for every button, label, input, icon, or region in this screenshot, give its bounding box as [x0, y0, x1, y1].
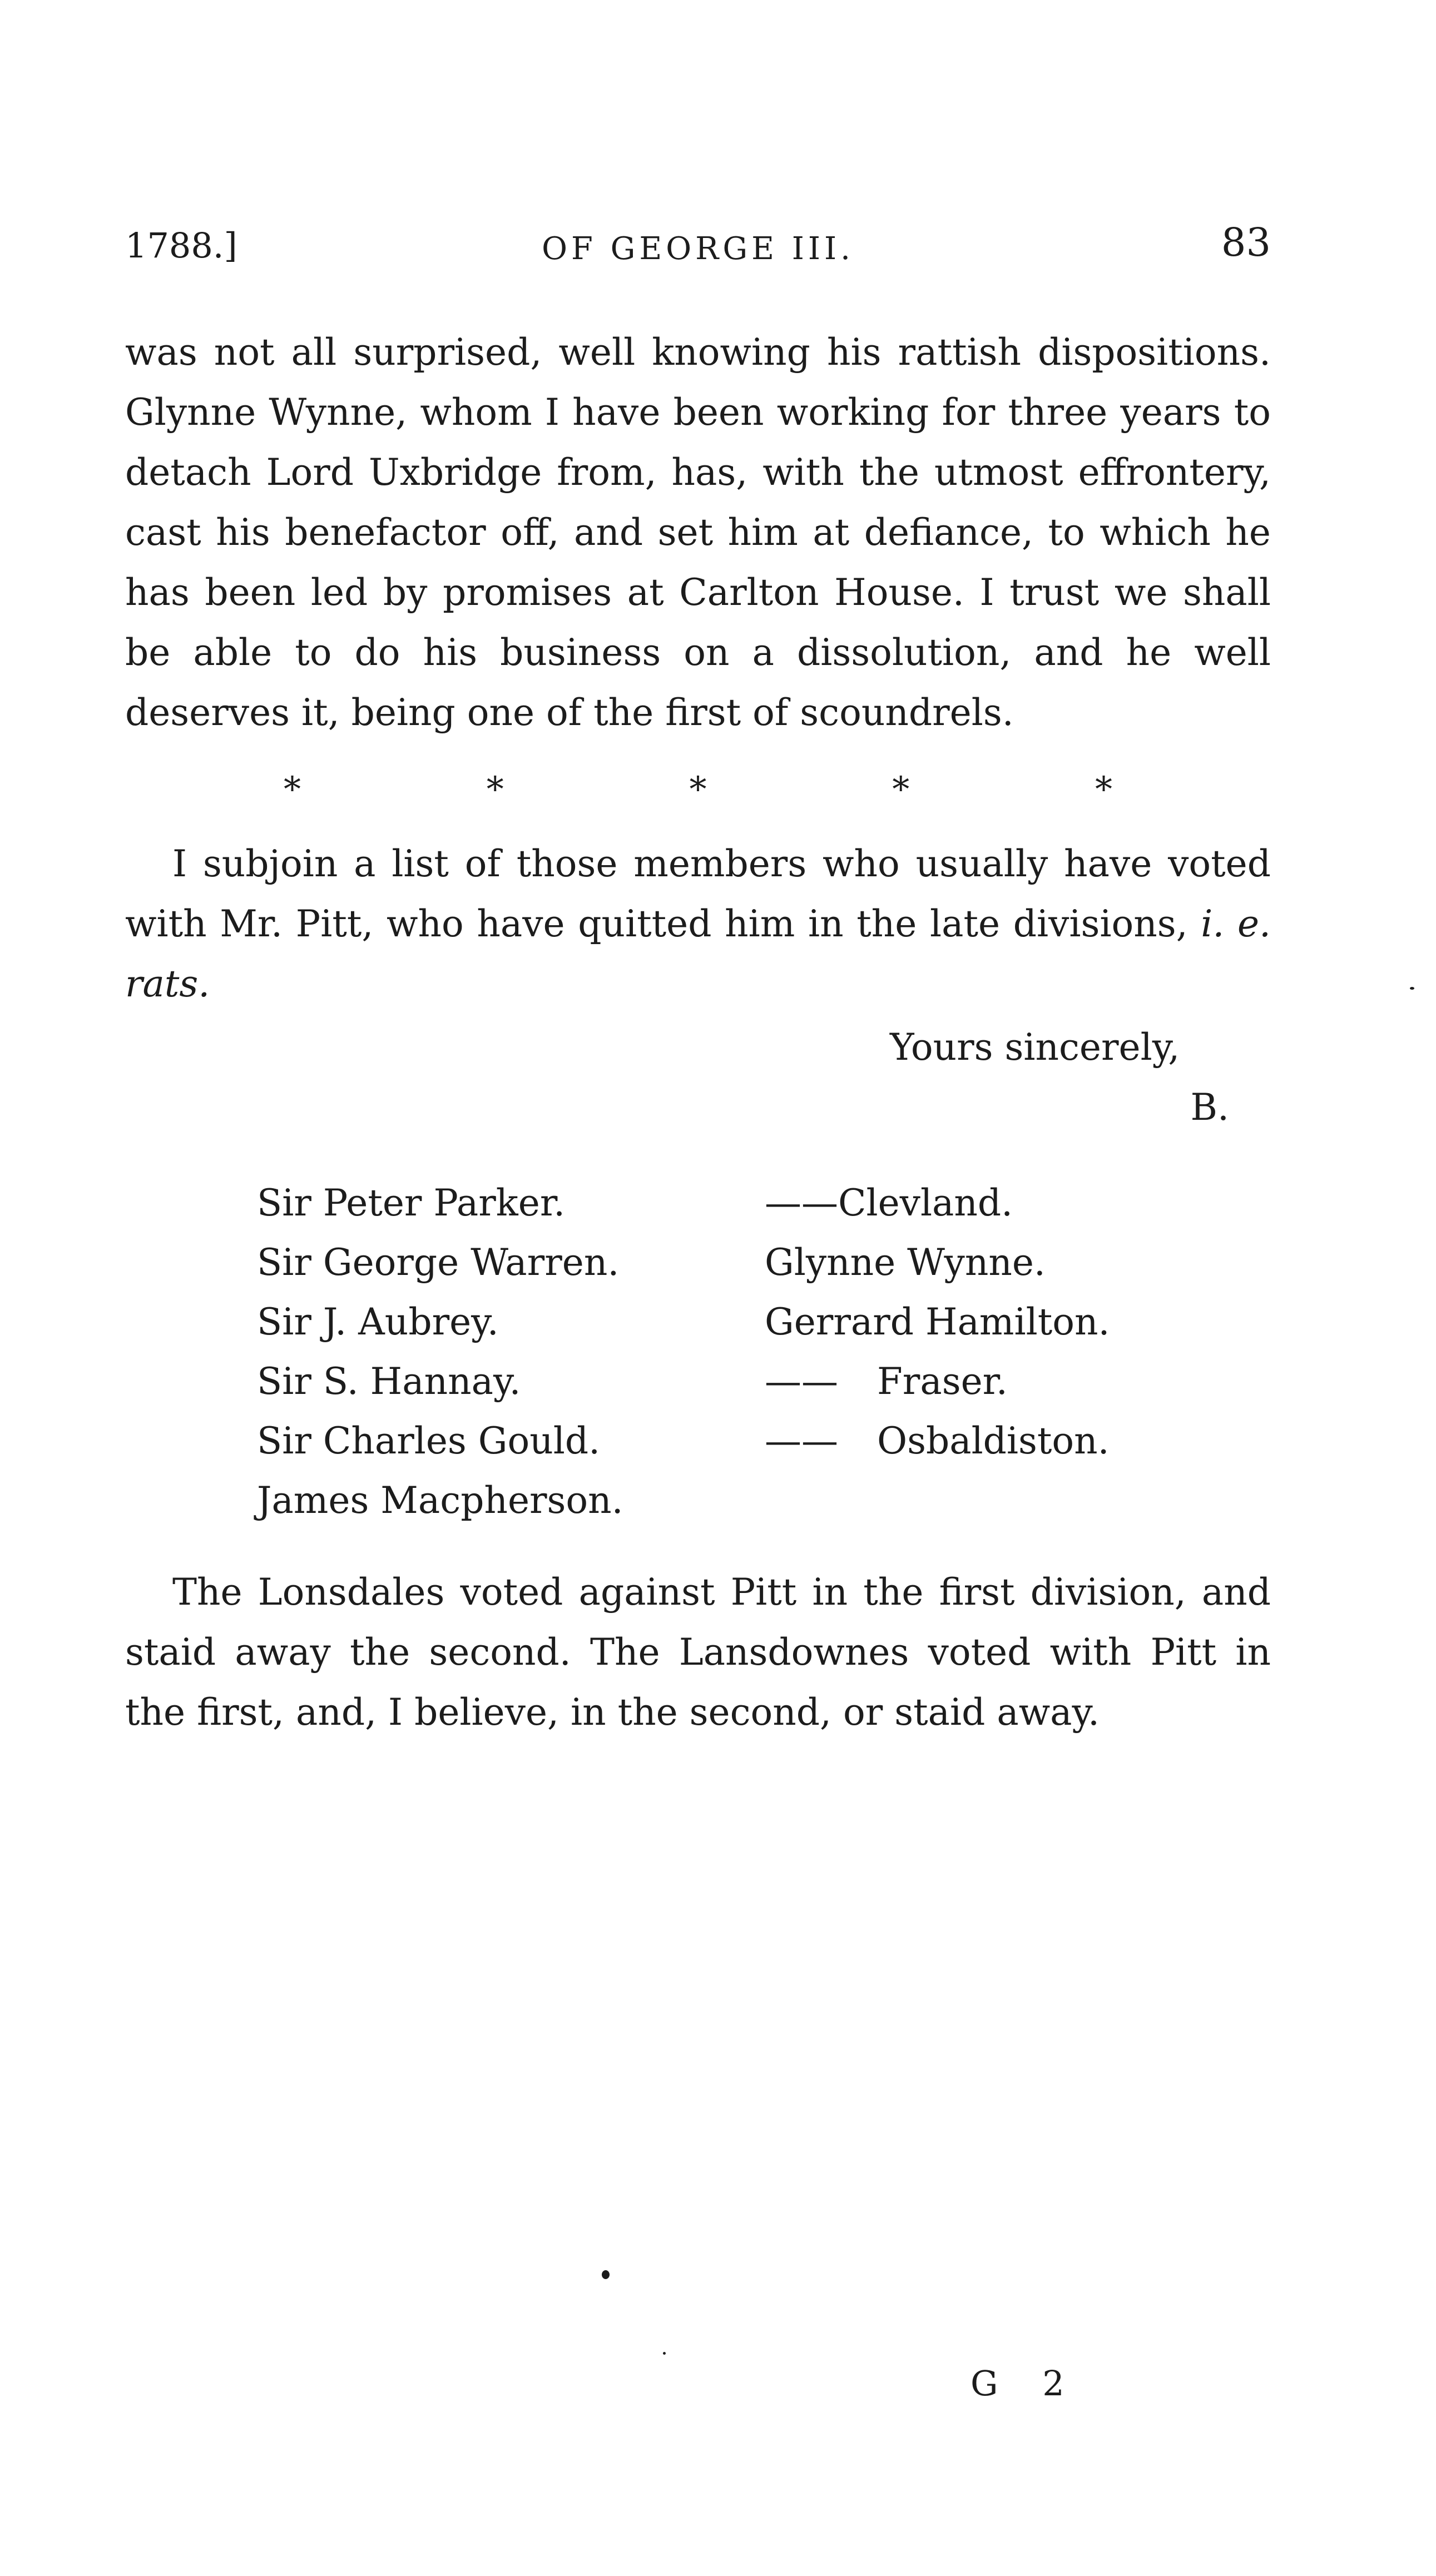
member-entry [765, 1233, 1110, 1292]
member-name: Osbaldiston. [877, 1419, 1110, 1462]
signature-initial: B. [1190, 1086, 1229, 1129]
asterisk: * [486, 769, 504, 810]
member-entry [765, 1352, 1110, 1411]
subjoin-italic: i. e. rats. [125, 902, 1271, 1005]
member-entry [765, 1292, 1110, 1352]
running-head [125, 220, 1271, 281]
header-year: 1788.] [125, 225, 237, 266]
member-name: Clevland. [838, 1182, 1013, 1224]
member-name: Sir Peter Parker. [257, 1182, 566, 1224]
members-list-right [765, 1173, 1110, 1471]
member-entry [765, 1411, 1110, 1471]
subjoin-text: I subjoin a list of those members who usually have voted with Mr. Pitt, who have quitted him in the late divisions, [125, 842, 1271, 945]
asterisk: * [689, 769, 707, 810]
members-list-left [257, 1173, 623, 1530]
ink-speck [602, 2270, 610, 2279]
member-name: Sir S. Hannay. [257, 1360, 521, 1403]
member-entry [765, 1173, 1110, 1233]
asterisk-separator [284, 767, 1112, 812]
paragraph-subjoin [125, 834, 1271, 1014]
asterisk: * [892, 769, 910, 810]
member-name: Fraser. [877, 1360, 1008, 1403]
paragraph-letter-continuation: was not all surprised, well knowing his rattish dispositions. Glynne Wynne, whom I have been working for three years to detach Lord Uxbridge from, has, with the utmost effrontery, cast his benefactor off, and set him at defiance, to which he has been led by promises at Carlton House. I trust we shall be able to do his business on a dissolution, and he well deserves it, being one of the first of scoundrels. [125, 331, 1271, 734]
asterisk: * [1095, 769, 1112, 810]
member-name: Glynne Wynne. [765, 1241, 1046, 1284]
ink-speck [663, 2352, 666, 2355]
header-title: OF GEORGE III. [542, 231, 854, 267]
ink-speck [1410, 987, 1414, 990]
closing-phrase: Yours sincerely, [890, 1026, 1180, 1069]
name-dash: —— [765, 1182, 838, 1224]
member-name: Sir Charles Gould. [257, 1419, 601, 1462]
name-dash: —— [765, 1419, 838, 1462]
page-number: 83 [1221, 220, 1271, 265]
paragraph-lonsdales: The Lonsdales voted against Pitt in the first division, and staid away the second. The Lansdownes voted with Pitt in the first, and, I believe, in the second, or staid away. [125, 1571, 1271, 1734]
asterisk: * [284, 769, 301, 810]
member-name: James Macpherson. [257, 1479, 623, 1522]
printer-signature-mark: G 2 [970, 2363, 1081, 2404]
member-name: Sir George Warren. [257, 1241, 620, 1284]
member-name: Sir J. Aubrey. [257, 1301, 499, 1343]
name-dash: —— [765, 1360, 838, 1403]
member-name: Gerrard Hamilton. [765, 1301, 1110, 1343]
letter-closing [868, 1018, 1257, 1145]
